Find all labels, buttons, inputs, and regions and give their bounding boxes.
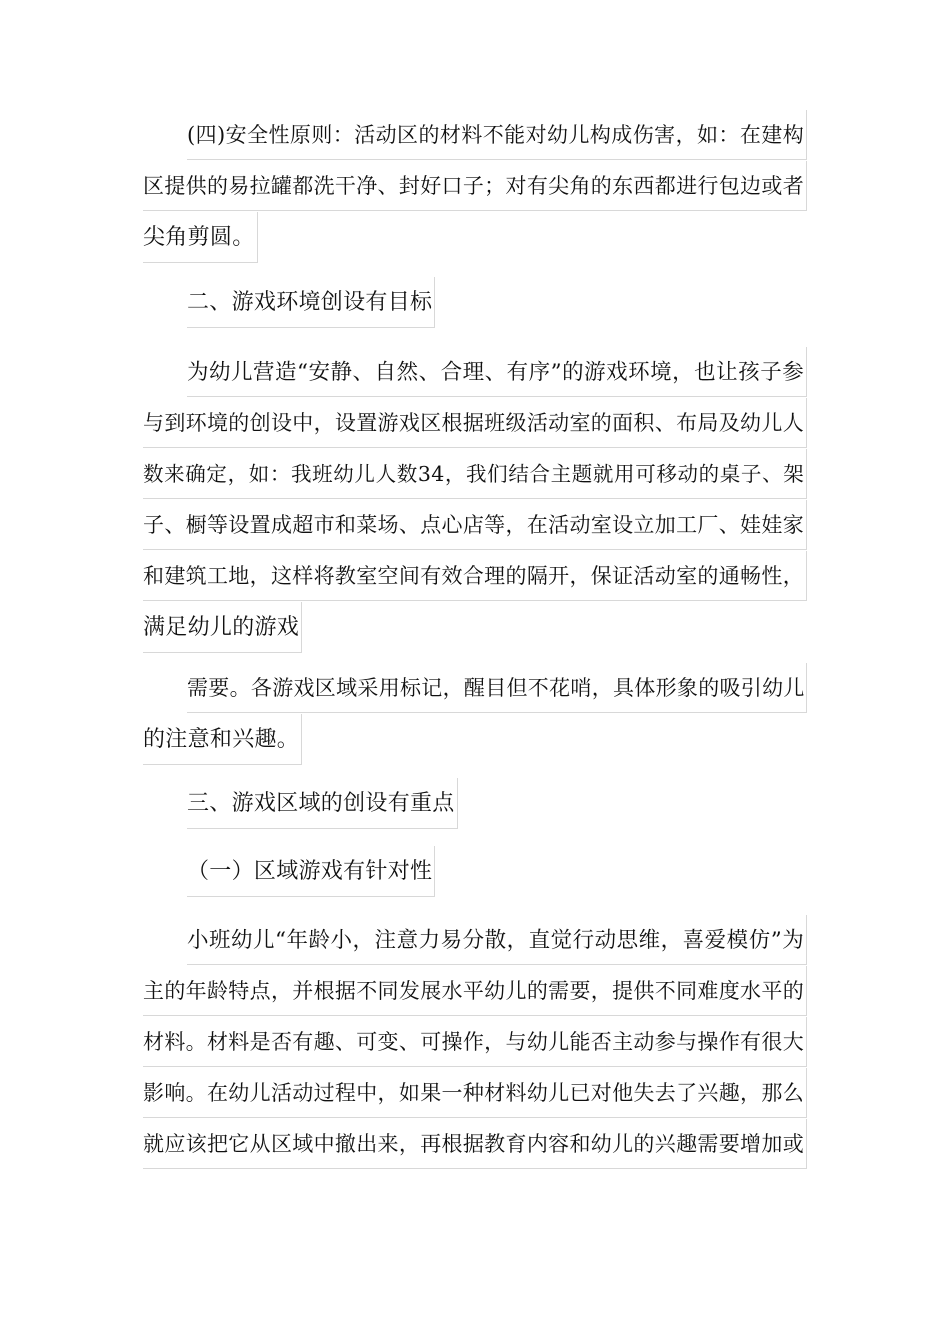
text-line: 和建筑工地，这样将教室空间有效合理的隔开，保证活动室的通畅性，	[143, 551, 807, 602]
text-line: 材料。材料是否有趣、可变、可操作，与幼儿能否主动参与操作有很大	[143, 1017, 807, 1068]
text-line: 与到环境的创设中，设置游戏区根据班级活动室的面积、布局及幼儿人	[143, 398, 807, 449]
paragraph-safety-principle	[143, 110, 807, 263]
heading-line: 二、游戏环境创设有目标	[143, 277, 807, 328]
text-line: 小班幼儿“年龄小，注意力易分散，直觉行动思维，喜爱模仿”为	[143, 915, 807, 966]
text-line: 影响。在幼儿活动过程中，如果一种材料幼儿已对他失去了兴趣，那么	[143, 1068, 807, 1119]
text-line: 需要。各游戏区域采用标记，醒目但不花哨，具体形象的吸引幼儿	[143, 663, 807, 714]
text-line: 区提供的易拉罐都洗干净、封好口子；对有尖角的东西都进行包边或者	[143, 161, 807, 212]
paragraph-environment	[143, 347, 807, 653]
text-line: (四)安全性原则：活动区的材料不能对幼儿构成伤害，如：在建构	[143, 110, 807, 161]
paragraph-targeted-play	[143, 915, 807, 1170]
section-heading-3	[143, 778, 807, 829]
heading-line: 三、游戏区域的创设有重点	[143, 778, 807, 829]
section-heading-2	[143, 277, 807, 328]
heading-line: （一）区域游戏有针对性	[143, 846, 807, 897]
text-line: 的注意和兴趣。	[143, 714, 807, 765]
text-line: 就应该把它从区域中撤出来，再根据教育内容和幼儿的兴趣需要增加或	[143, 1119, 807, 1170]
subsection-heading-1	[143, 846, 807, 897]
text-line: 子、橱等设置成超市和菜场、点心店等，在活动室设立加工厂、娃娃家	[143, 500, 807, 551]
text-line: 数来确定，如：我班幼儿人数34，我们结合主题就用可移动的桌子、架	[143, 449, 807, 500]
paragraph-markers	[143, 663, 807, 765]
text-line: 主的年龄特点，并根据不同发展水平幼儿的需要，提供不同难度水平的	[143, 966, 807, 1017]
text-line: 为幼儿营造“安静、自然、合理、有序”的游戏环境，也让孩子参	[143, 347, 807, 398]
text-line: 尖角剪圆。	[143, 212, 807, 263]
text-line: 满足幼儿的游戏	[143, 602, 807, 653]
